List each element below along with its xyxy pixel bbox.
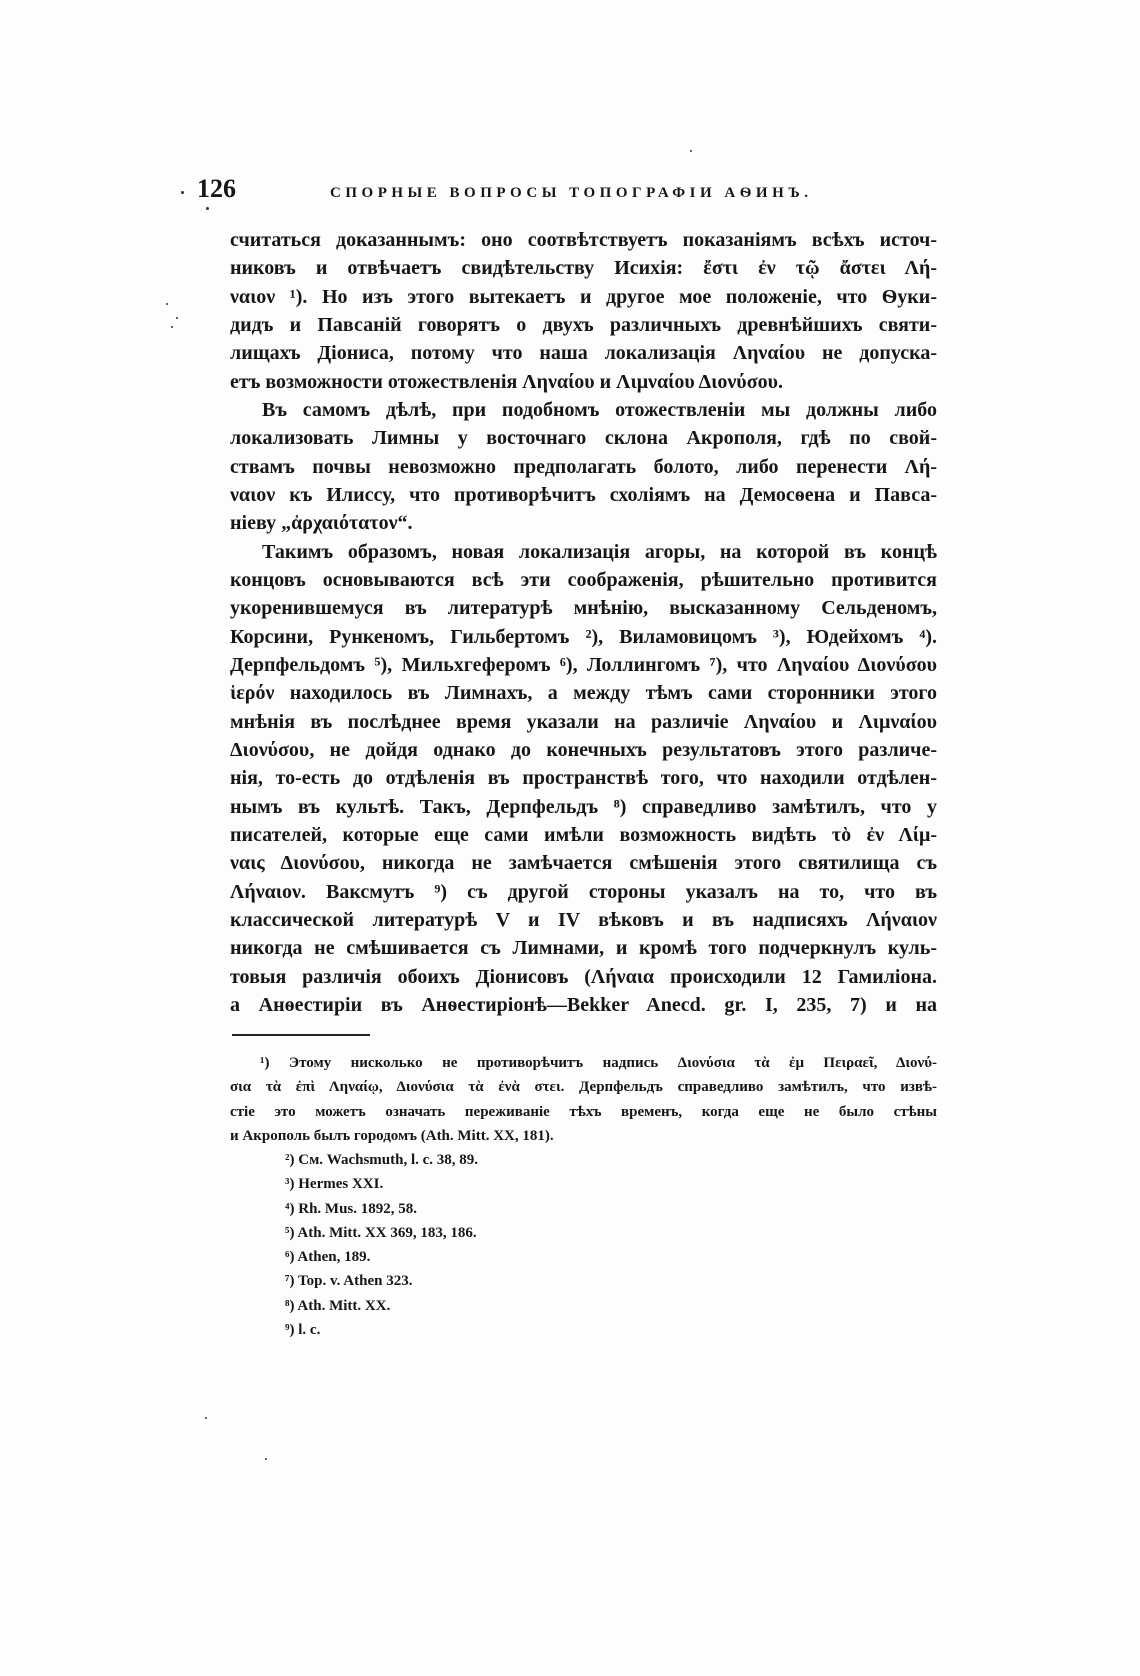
text-line: ἱερόν находилось въ Лимнахъ, а между тѣмъ сами сторонники этого — [230, 682, 937, 705]
running-title: СПОРНЫЕ ВОПРОСЫ ТОПОГРАФІИ АѲИНЪ. — [330, 185, 813, 201]
footnotes — [230, 1051, 937, 1342]
text-line: лищахъ Діониса, потому что наша локализація Ληναίου не допуска- — [230, 342, 937, 365]
text-line: никовъ и отвѣчаетъ свидѣтельству Исихія: ἔστι ἐν τῷ ἄστει Λή- — [230, 257, 937, 280]
footnote-line: ³) Hermes XXI. — [285, 1176, 384, 1193]
text-line: ναιον ¹). Но изъ этого вытекаетъ и другое мое положеніе, что Ѳуки- — [230, 285, 937, 308]
footnote-line: ⁷) Top. v. Athen 323. — [285, 1273, 413, 1290]
text-line: считаться доказаннымъ: оно соотвѣтствуетъ показаніямъ всѣхъ источ- — [230, 229, 937, 251]
main-text — [230, 226, 937, 1019]
footnote-line: ¹) Этому нисколько не противорѣчитъ надпись Διονύσια τὰ ἐμ Πειραεῖ, Διονύ- — [260, 1055, 937, 1071]
footnote — [230, 1051, 937, 1148]
footnote-line: ²) См. Wachsmuth, l. c. 38, 89. — [285, 1152, 479, 1169]
text-line: Корсини, Рункеномъ, Гильбертомъ ²), Виламовицомъ ³), Юдейхомъ ⁴). — [230, 625, 937, 648]
footnote-line: стіе это можетъ означать переживаніе тѣхъ временъ, когда еще не было стѣны — [230, 1103, 937, 1120]
scan-speck — [181, 191, 184, 194]
text-line: мнѣнія въ послѣднее время указали на различіе Ληναίου и Λιμναίου — [230, 710, 937, 733]
text-line: Въ самомъ дѣлѣ, при подобномъ отожествленіи мы должны либо — [262, 398, 937, 421]
page-number: 126 — [197, 174, 236, 203]
text-line: ствамъ почвы невозможно предполагать болото, либо перенести Λή- — [230, 455, 937, 478]
footnote-line: ⁵) Ath. Mitt. XX 369, 183, 186. — [285, 1224, 477, 1241]
footnote — [230, 1318, 937, 1342]
footnote — [230, 1245, 937, 1269]
text-line: етъ возможности отожествленія Ληναίου и Λιμναίου Διονύσου. — [230, 370, 783, 393]
footnote-line: и Акрополь былъ городомъ (Ath. Mitt. XX, 181). — [230, 1127, 554, 1144]
text-line: товыя различія обоихъ Діонисовъ (Λήναια происходили 12 Гамиліона. — [230, 965, 937, 988]
footnote — [230, 1197, 937, 1221]
footnote-line: ⁸) Ath. Mitt. XX. — [285, 1297, 391, 1314]
text-line: концовъ основываются всѣ эти соображенія, рѣшительно противится — [230, 568, 937, 591]
footnote — [230, 1172, 937, 1196]
text-line: локализовать Лимны у восточнаго склона Акрополя, гдѣ по свой- — [230, 427, 937, 450]
scan-speck — [166, 303, 168, 305]
footnote-line: ⁶) Athen, 189. — [285, 1249, 371, 1266]
scan-speck — [176, 317, 178, 319]
footnote-rule — [232, 1034, 370, 1036]
text-line: Дерпфельдомъ ⁵), Мильхгеферомъ ⁶), Лоллингомъ ⁷), что Ληναίου Διονύσου — [230, 653, 937, 676]
text-line: нымъ въ культѣ. Такъ, Дерпфельдъ ⁸) справедливо замѣтилъ, что у — [230, 795, 937, 818]
text-line: укоренившемуся въ литературѣ мнѣнію, высказанному Сельденомъ, — [230, 597, 937, 620]
footnote — [230, 1148, 937, 1172]
footnote — [230, 1221, 937, 1245]
scan-speck — [171, 326, 173, 328]
text-line: классической литературѣ V и IV вѣковъ и въ надписяхъ Λήναιον — [230, 908, 937, 931]
text-line: дидъ и Павсаній говорятъ о двухъ различныхъ древнѣйшихъ святи- — [230, 313, 937, 336]
text-line: Λήναιον. Ваксмутъ ⁹) съ другой стороны указалъ на то, что въ — [230, 880, 937, 903]
text-line: Такимъ образомъ, новая локализація агоры, на которой въ концѣ — [262, 540, 937, 563]
scan-speck — [206, 207, 209, 210]
text-line: писателей, которые еще сами имѣли возможность видѣть τὸ ἐν Λίμ- — [230, 823, 937, 846]
paragraph — [230, 538, 937, 1020]
text-line: Διονύσου, не дойдя однако до конечныхъ результатовъ этого различе- — [230, 738, 937, 761]
scan-speck — [690, 150, 692, 152]
text-line: а Анѳестиріи въ Анѳестиріонѣ—Bekker Anecd. gr. I, 235, 7) и на — [230, 993, 937, 1016]
text-line: никогда не смѣшивается съ Лимнами, и кромѣ того подчеркнулъ куль- — [230, 937, 937, 960]
paragraph — [230, 396, 937, 538]
scan-speck — [205, 1417, 207, 1419]
footnote — [230, 1269, 937, 1293]
text-line: ніеву „ἀρχαιότατον“. — [230, 512, 413, 535]
paragraph — [230, 226, 937, 396]
text-line: ναις Διονύσου, никогда не замѣчается смѣшенія этого святилища съ — [230, 852, 937, 875]
text-line: ναιον къ Илиссу, что противорѣчитъ схоліямъ на Демосѳена и Павса- — [230, 483, 937, 506]
scan-speck — [265, 1458, 267, 1460]
text-line: нія, то-есть до отдѣленія въ пространствѣ того, что находили отдѣлен- — [230, 767, 937, 790]
footnote-line: ⁴) Rh. Mus. 1892, 58. — [285, 1200, 418, 1217]
footnote — [230, 1294, 937, 1318]
footnote-line: σια τὰ ἐπὶ Ληναίῳ, Διονύσια τὰ ἐνὰ στει. Дерпфельдъ справедливо замѣтилъ, что извѣ- — [230, 1079, 937, 1096]
footnote-line: ⁹) l. c. — [285, 1321, 321, 1338]
